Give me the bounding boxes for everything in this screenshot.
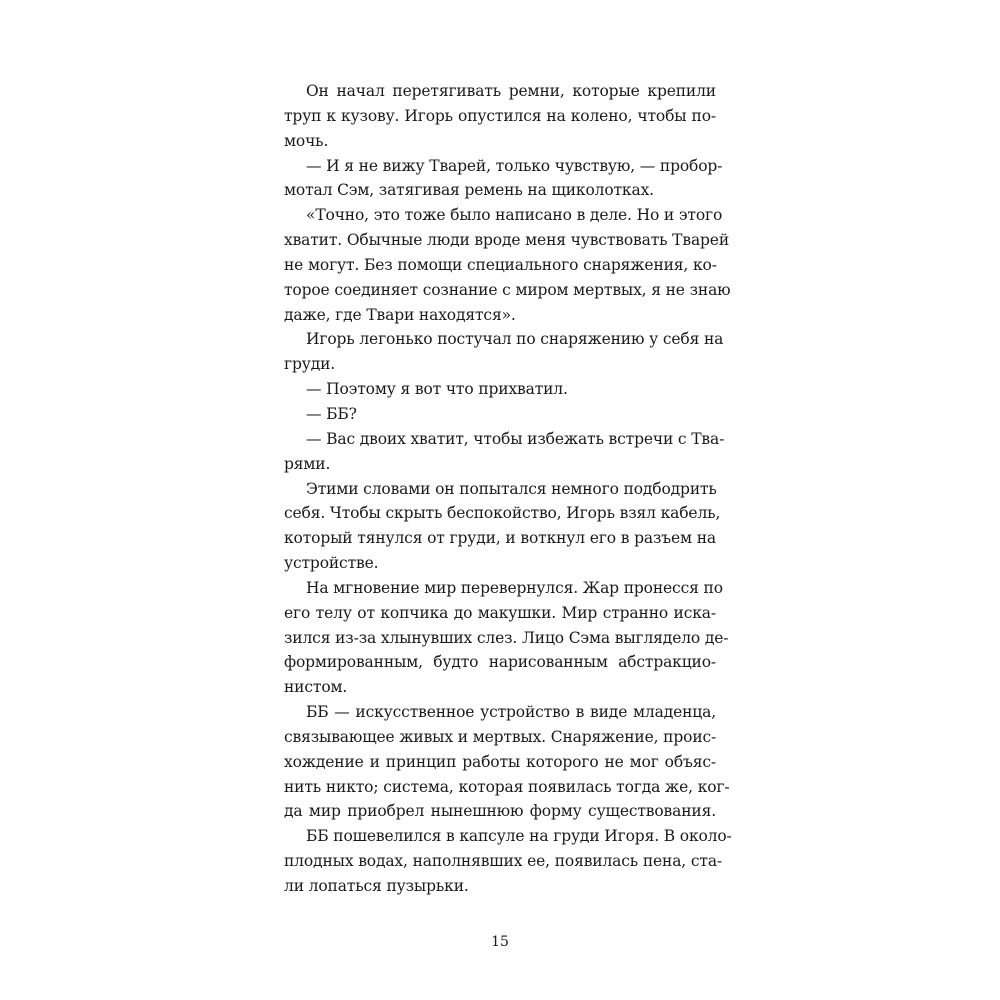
text-line: — И я не вижу Тварей, только чувствую, — пробор-: [306, 156, 723, 175]
text-line: да мир приобрел нынешнюю форму существования.: [284, 802, 716, 821]
text-line: торое соединяет сознание с миром мертвых, я не знаю: [284, 280, 731, 299]
text-line: связывающее живых и мертвых. Снаряжение, проис-: [284, 727, 717, 746]
text-line: формированным, будто нарисованным абстракцио-: [284, 653, 716, 672]
text-line: На мгновение мир перевернулся. Жар пронесся по: [306, 578, 723, 597]
text-line: зился из-за хлынувших слез. Лицо Сэма выглядело де-: [284, 628, 729, 647]
text-column: [284, 79, 732, 899]
text-line: Этими словами он попытался немного подбодрить: [306, 479, 717, 498]
text-line: Он начал перетягивать ремни, которые крепили: [306, 82, 716, 100]
text-line: который тянулся от груди, и воткнул его в разъем на: [284, 529, 716, 548]
text-line: устройстве.: [284, 554, 379, 573]
text-line: «Точно, это тоже было написано в деле. Но и этого: [306, 206, 723, 225]
text-line: нить никто; система, которая появилась тогда же, ког-: [284, 777, 730, 796]
text-line: ли лопаться пузырьки.: [284, 877, 469, 895]
text-line: груди.: [284, 355, 336, 374]
text-line: не могут. Без помощи специального снаряжения, ко-: [284, 255, 717, 274]
text-line: — Поэтому я вот что прихватил.: [306, 380, 568, 399]
text-line: нистом.: [284, 678, 348, 697]
text-line: — Вас двоих хватит, чтобы избежать встречи с Тва-: [306, 429, 725, 448]
text-line: даже, где Твари находятся».: [284, 305, 516, 324]
text-line: хватит. Обычные люди вроде меня чувствовать Тварей: [284, 231, 730, 250]
text-line: плодных водах, наполнявших ее, появилась пена, ста-: [284, 852, 722, 871]
text-line: Игорь легонько постучал по снаряжению у себя на: [306, 330, 724, 349]
text-line: ББ — искусственное устройство в виде младенца,: [306, 703, 716, 722]
text-line: мочь.: [284, 131, 329, 150]
page-number: 15: [491, 934, 509, 950]
text-line: труп к кузову. Игорь опустился на колено, чтобы по-: [284, 106, 716, 125]
text-line: хождение и принцип работы которого не мог объяс-: [284, 752, 716, 771]
text-line: его телу от копчика до макушки. Мир странно иска-: [284, 603, 716, 622]
text-line: себя. Чтобы скрыть беспокойство, Игорь взял кабель,: [284, 504, 721, 523]
text-line: рями.: [284, 454, 331, 473]
text-line: ББ пошевелился в капсуле на груди Игоря. В около-: [306, 827, 732, 846]
text-line: — ББ?: [306, 404, 357, 423]
text-line: мотал Сэм, затягивая ремень на щиколотках.: [284, 181, 654, 200]
